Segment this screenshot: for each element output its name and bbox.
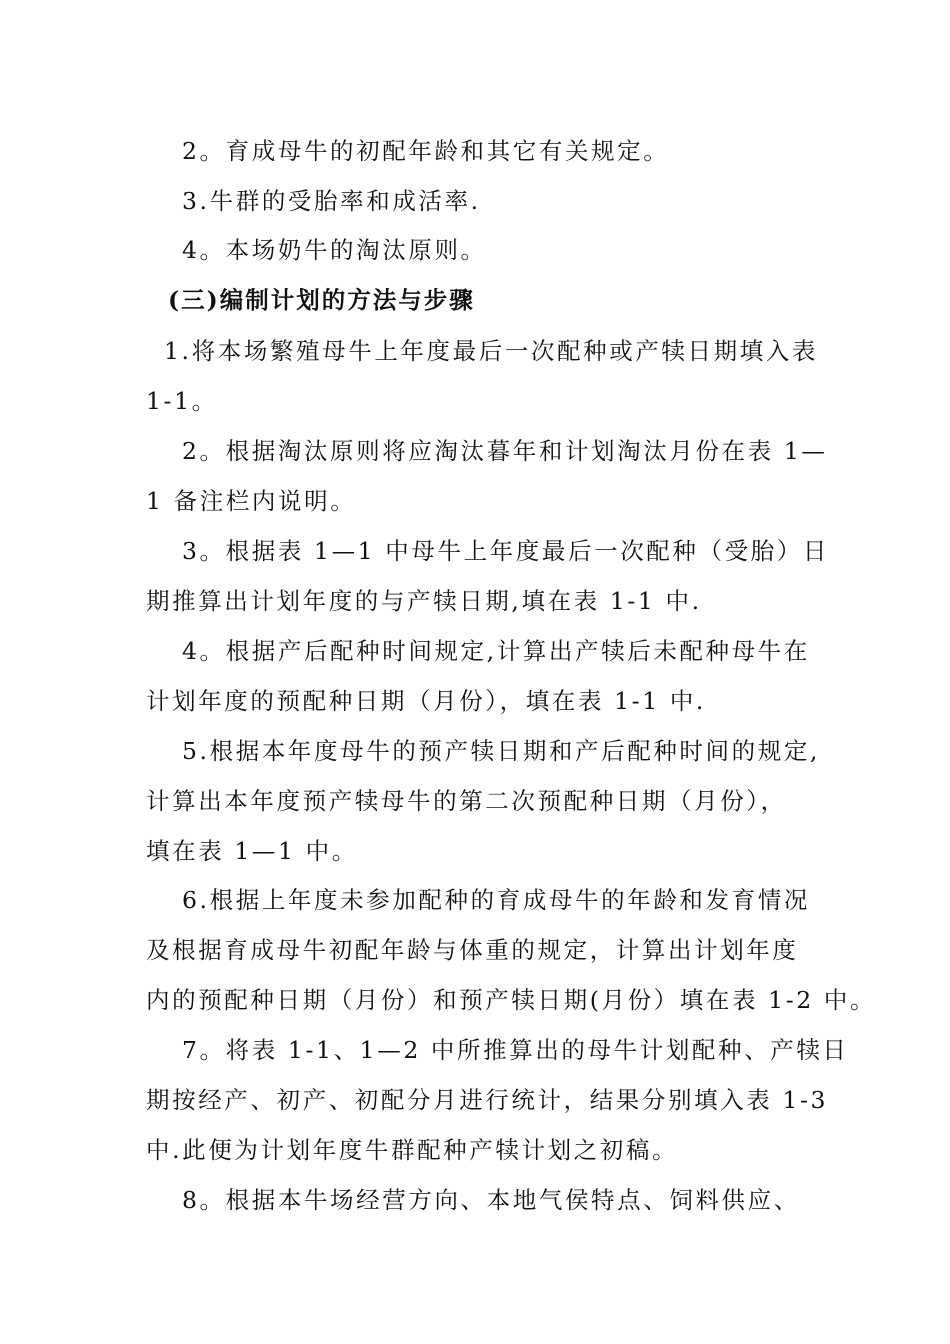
text-line: 2。根据淘汰原则将应淘汰暮年和计划淘汰月份在表 1— — [182, 437, 828, 465]
text-line: 中.此便为计划年度牛群配种产犊计划之初稿。 — [146, 1136, 679, 1164]
text-line: 4。根据产后配种时间规定,计算出产犊后未配种母牛在 — [182, 637, 810, 665]
text-line: 4。本场奶牛的淘汰原则。 — [182, 236, 487, 264]
text-line: 3.牛群的受胎率和成活率. — [182, 187, 481, 215]
text-line: 期推算出计划年度的与产犊日期,填在表 1-1 中. — [146, 587, 702, 615]
text-line: 7。将表 1-1、1—2 中所推算出的母牛计划配种、产犊日 — [182, 1036, 849, 1064]
text-line: 填在表 1—1 中。 — [146, 837, 358, 865]
text-line: 6.根据上年度未参加配种的育成母牛的年龄和发育情况 — [182, 886, 810, 914]
text-line: 5.根据本年度母牛的预产犊日期和产后配种时间的规定, — [182, 737, 820, 765]
text-line: 1-1。 — [146, 387, 218, 415]
section-heading: (三)编制计划的方法与步骤 — [168, 286, 475, 314]
text-line: 内的预配种日期（月份）和预产犊日期(月份）填在表 1-2 中。 — [146, 986, 877, 1014]
text-line: 8。根据本牛场经营方向、本地气侯特点、饲料供应、 — [182, 1186, 800, 1214]
text-line: 及根据育成母牛初配年龄与体重的规定，计算出计划年度 — [146, 936, 799, 964]
text-line: 计算出本年度预产犊母牛的第二次预配种日期（月份）， — [146, 787, 787, 815]
text-line: 2。育成母牛的初配年龄和其它有关规定。 — [182, 137, 670, 165]
text-line: 3。根据表 1—1 中母牛上年度最后一次配种（受胎）日 — [182, 537, 829, 565]
text-line: 期按经产、初产、初配分月进行统计，结果分别填入表 1-3 — [146, 1086, 829, 1114]
text-line: 1 备注栏内说明。 — [146, 487, 357, 515]
text-line: 1.将本场繁殖母牛上年度最后一次配种或产犊日期填入表 — [164, 337, 819, 365]
text-line: 计划年度的预配种日期（月份），填在表 1-1 中. — [146, 687, 707, 715]
